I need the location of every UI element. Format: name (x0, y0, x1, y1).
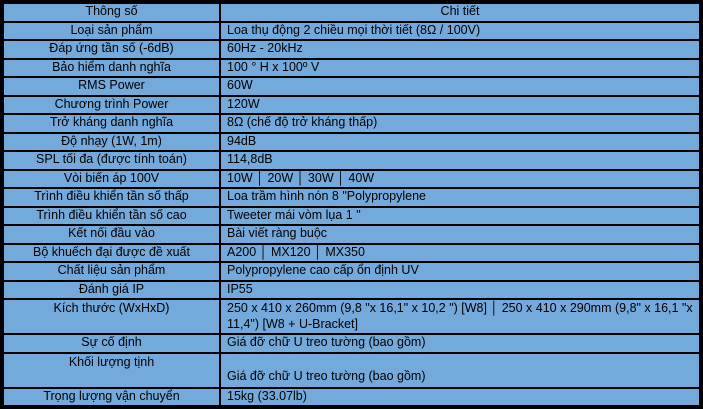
table-row (4, 171, 699, 188)
detail-cell (221, 115, 699, 132)
detail-value: Giá đỡ chữ U treo tường (bao gồm) (227, 368, 426, 383)
detail-cell (221, 226, 699, 243)
param-label: Đánh giá IP (78, 281, 145, 296)
detail-value: 114,8dB (227, 152, 273, 167)
detail-cell (221, 389, 699, 406)
param-label: Bộ khuếch đại được đề xuất (33, 244, 190, 259)
table-row (4, 226, 699, 243)
detail-value: Polypropylene cao cấp ổn định UV (227, 263, 419, 278)
param-label: Độ nhạy (1W, 1m) (61, 133, 162, 148)
param-cell (4, 23, 219, 40)
param-cell (4, 300, 219, 333)
param-label: Kích thước (WxHxD) (53, 301, 170, 315)
detail-value: 10W │ 20W │ 30W │ 40W (227, 170, 375, 185)
param-label: Trở kháng danh nghĩa (49, 115, 174, 130)
param-cell (4, 115, 219, 132)
table-row (4, 23, 699, 40)
detail-cell (221, 41, 699, 58)
param-label: Trình điều khiển tần số thấp (34, 189, 189, 204)
table-row (4, 189, 699, 206)
detail-value: Loa trầm hình nón 8 "Polypropylene (227, 189, 427, 204)
detail-value: Tweeter mái vòm lụa 1 " (227, 207, 361, 222)
table-row (4, 263, 699, 280)
detail-cell (221, 245, 699, 262)
header-detail-cell (221, 4, 699, 21)
table-row (4, 134, 699, 151)
table-row (4, 208, 699, 225)
detail-cell (221, 78, 699, 95)
param-cell (4, 171, 219, 188)
param-label: SPL tối đa (được tính toán) (36, 152, 187, 167)
param-label: Chất liệu sản phẩm (57, 263, 166, 278)
table-row-net-weight (4, 354, 699, 387)
detail-cell (221, 171, 699, 188)
param-label: Kết nối đầu vào (68, 226, 155, 241)
detail-value: 8Ω (chế độ trở kháng thấp) (227, 115, 378, 130)
param-cell (4, 60, 219, 77)
param-label: Trọng lượng vận chuyển (43, 388, 180, 403)
param-cell (4, 41, 219, 58)
param-cell (4, 354, 219, 387)
param-cell (4, 97, 219, 114)
detail-cell (221, 189, 699, 206)
detail-value: 100 ° H x 100º V (227, 59, 320, 74)
param-cell (4, 389, 219, 406)
detail-cell (221, 60, 699, 77)
param-cell (4, 208, 219, 225)
table-row (4, 41, 699, 58)
detail-cell (221, 300, 699, 333)
detail-cell (221, 282, 699, 299)
param-label: Khối lượng tịnh (68, 354, 155, 369)
table-row (4, 78, 699, 95)
param-cell (4, 245, 219, 262)
detail-value: Giá đỡ chữ U treo tường (bao gồm) (227, 335, 426, 350)
detail-cell (221, 97, 699, 114)
detail-cell (221, 208, 699, 225)
detail-value: IP55 (227, 281, 253, 296)
param-label: Vòi biến áp 100V (63, 170, 160, 185)
detail-cell (221, 354, 699, 387)
detail-value: 60Hz - 20kHz (227, 41, 303, 56)
detail-value: 15kg (33.07lb) (227, 388, 307, 403)
header-param-cell (4, 4, 219, 21)
param-label: Bảo hiểm danh nghĩa (52, 59, 171, 74)
detail-value: A200 │ MX120 │ MX350 (227, 244, 365, 259)
param-label: Trình điều khiển tần số cao (36, 207, 187, 222)
table-row (4, 152, 699, 169)
detail-cell (221, 152, 699, 169)
param-label: Chương trình Power (54, 96, 169, 111)
detail-value: 250 x 410 x 260mm (9,8 "x 16,1" x 10,2 ") [W8] │ 250 x 410 x 290mm (9,8" x 16,1 "x 11,4") [W8 + U-Bracket] (227, 300, 693, 331)
detail-cell (221, 263, 699, 280)
detail-cell (221, 335, 699, 352)
param-cell (4, 189, 219, 206)
param-cell (4, 78, 219, 95)
table-row (4, 389, 699, 406)
detail-value: Bài viết ràng buộc (227, 226, 328, 241)
param-cell (4, 263, 219, 280)
header-detail-label: Chi tiết (440, 4, 480, 19)
table-row-dimensions (4, 300, 699, 333)
param-cell (4, 282, 219, 299)
table-header-row (4, 4, 699, 21)
detail-value: 94dB (227, 133, 257, 148)
header-param-label: Thông số (85, 4, 138, 19)
detail-cell (221, 23, 699, 40)
param-cell (4, 335, 219, 352)
detail-value: Loa thụ động 2 chiều mọi thời tiết (8Ω / 100V) (227, 22, 481, 37)
param-cell (4, 226, 219, 243)
table-row (4, 245, 699, 262)
detail-cell (221, 134, 699, 151)
param-label: Đáp ứng tần số (-6dB) (49, 41, 174, 56)
detail-value: 60W (227, 78, 253, 93)
param-cell (4, 152, 219, 169)
table-row (4, 97, 699, 114)
table-row (4, 282, 699, 299)
param-label: Sự cố định (81, 335, 142, 350)
param-cell (4, 134, 219, 151)
param-label: RMS Power (78, 78, 145, 93)
table-row (4, 335, 699, 352)
table-row (4, 115, 699, 132)
detail-value: 120W (227, 96, 260, 111)
table-row (4, 60, 699, 77)
param-label: Loại sản phẩm (70, 22, 153, 37)
